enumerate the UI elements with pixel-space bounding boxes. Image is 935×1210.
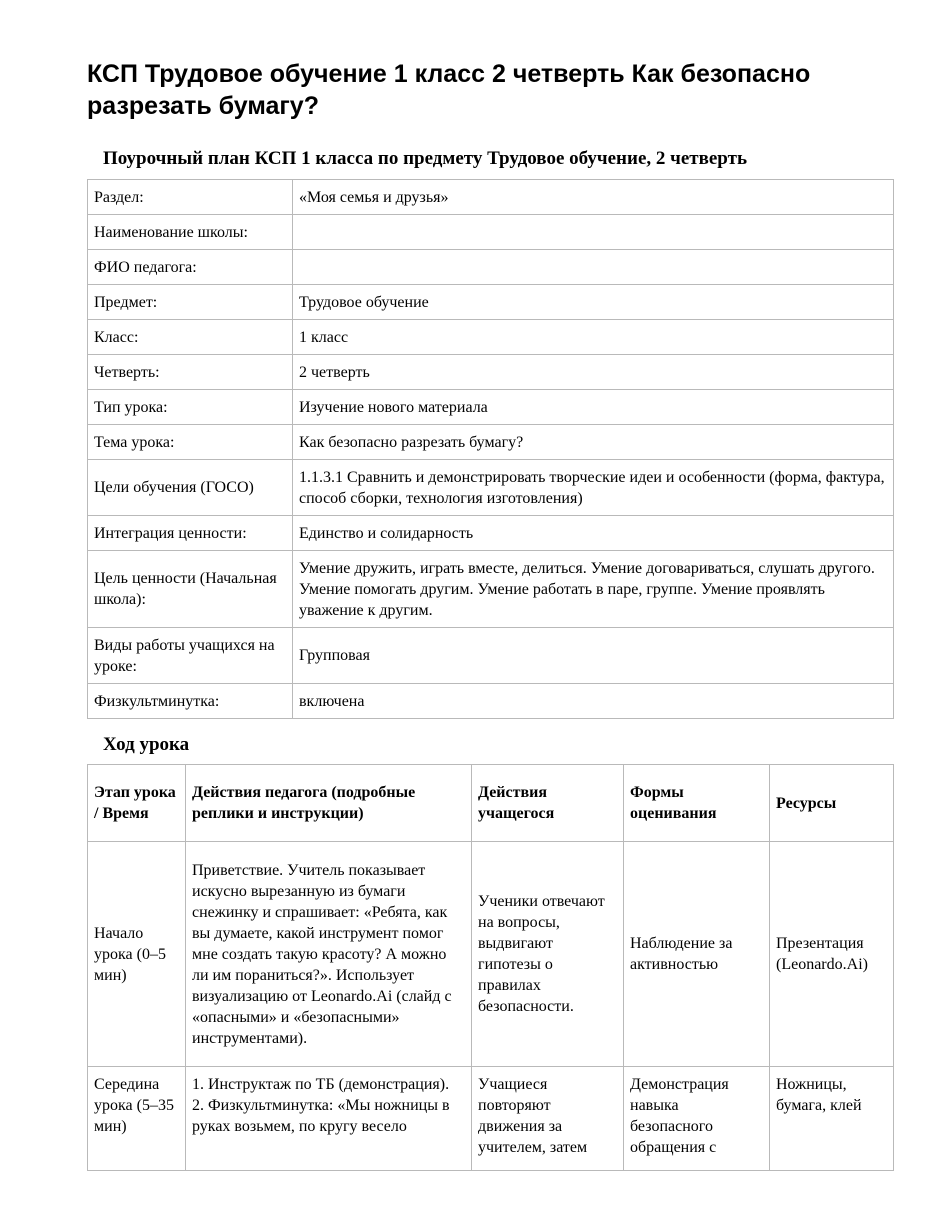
column-header-student-actions: Действия учащегося <box>472 765 624 842</box>
info-row-subject <box>88 285 894 320</box>
info-value <box>293 250 894 285</box>
info-row-quarter <box>88 355 894 390</box>
info-row-teacher <box>88 250 894 285</box>
resources-cell: Презентация (Leonardo.Ai) <box>770 842 894 1067</box>
info-label: Тип урока: <box>88 390 293 425</box>
resources-cell: Ножницы, бумага, клей <box>770 1067 894 1171</box>
teacher-actions-cell: Приветствие. Учитель показывает искусно вырезанную из бумаги снежинку и спрашивает: «Ребята, как вы думаете, какой инструмент помог мне создать такую красоту? А можно ли им пораниться?». Использует визуализацию от Leonardo.Ai (слайд с «опасными» и «безопасными» инструментами). <box>186 842 472 1067</box>
assessment-cell: Наблюдение за активностью <box>624 842 770 1067</box>
info-label: Предмет: <box>88 285 293 320</box>
lesson-flow-table <box>87 764 894 1171</box>
info-value: Умение дружить, играть вместе, делиться. Умение договариваться, слушать другого. Умение помогать другим. Умение работать в паре, группе. Умение проявлять уважение к другим. <box>293 551 894 628</box>
info-label: Класс: <box>88 320 293 355</box>
info-label: Наименование школы: <box>88 215 293 250</box>
info-value: 2 четверть <box>293 355 894 390</box>
table-row <box>88 1067 894 1171</box>
info-value: 1.1.3.1 Сравнить и демонстрировать творческие идеи и особенности (форма, фактура, способ сборки, технология изготовления) <box>293 460 894 516</box>
student-actions-cell: Учащиеся повторяют движения за учителем, затем <box>472 1067 624 1171</box>
info-row-school <box>88 215 894 250</box>
document-title: КСП Трудовое обучение 1 класс 2 четверть Как безопасно разрезать бумагу? <box>87 60 811 120</box>
info-value: Трудовое обучение <box>293 285 894 320</box>
column-header-resources: Ресурсы <box>770 765 894 842</box>
info-row-work-types <box>88 628 894 684</box>
table-row <box>88 842 894 1067</box>
info-row-value-integration <box>88 516 894 551</box>
assessment-cell: Демонстрация навыка безопасного обращения с <box>624 1067 770 1171</box>
info-row-exercise-break <box>88 684 894 719</box>
info-value: Как безопасно разрезать бумагу? <box>293 425 894 460</box>
info-label: Цель ценности (Начальная школа): <box>88 551 293 628</box>
info-value: включена <box>293 684 894 719</box>
info-value: 1 класс <box>293 320 894 355</box>
teacher-actions-cell: 1. Инструктаж по ТБ (демонстрация). 2. Физкультминутка: «Мы ножницы в руках возьмем, по кругу весело <box>186 1067 472 1171</box>
info-label: Интеграция ценности: <box>88 516 293 551</box>
stage-cell: Середина урока (5–35 мин) <box>88 1067 186 1171</box>
info-value: Единство и солидарность <box>293 516 894 551</box>
column-header-stage: Этап урока / Время <box>88 765 186 842</box>
stage-cell: Начало урока (0–5 мин) <box>88 842 186 1067</box>
column-header-assessment: Формы оценивания <box>624 765 770 842</box>
info-value: «Моя семья и друзья» <box>293 180 894 215</box>
plan-heading: Поурочный план КСП 1 класса по предмету Трудовое обучение, 2 четверть <box>103 148 747 169</box>
lesson-table-header <box>88 765 894 842</box>
info-label: Тема урока: <box>88 425 293 460</box>
info-row-lesson-type <box>88 390 894 425</box>
info-label: Виды работы учащихся на уроке: <box>88 628 293 684</box>
info-label: Физкультминутка: <box>88 684 293 719</box>
info-value: Изучение нового материала <box>293 390 894 425</box>
info-row-section <box>88 180 894 215</box>
info-row-grade <box>88 320 894 355</box>
info-row-objectives <box>88 460 894 516</box>
info-value <box>293 215 894 250</box>
info-value: Групповая <box>293 628 894 684</box>
info-label: Цели обучения (ГОСО) <box>88 460 293 516</box>
info-label: Раздел: <box>88 180 293 215</box>
info-row-topic <box>88 425 894 460</box>
info-row-value-goal <box>88 551 894 628</box>
student-actions-cell: Ученики отвечают на вопросы, выдвигают гипотезы о правилах безопасности. <box>472 842 624 1067</box>
info-label: Четверть: <box>88 355 293 390</box>
column-header-teacher-actions: Действия педагога (подробные реплики и инструкции) <box>186 765 472 842</box>
lesson-info-table <box>87 179 894 719</box>
info-label: ФИО педагога: <box>88 250 293 285</box>
lesson-heading: Ход урока <box>103 734 190 755</box>
